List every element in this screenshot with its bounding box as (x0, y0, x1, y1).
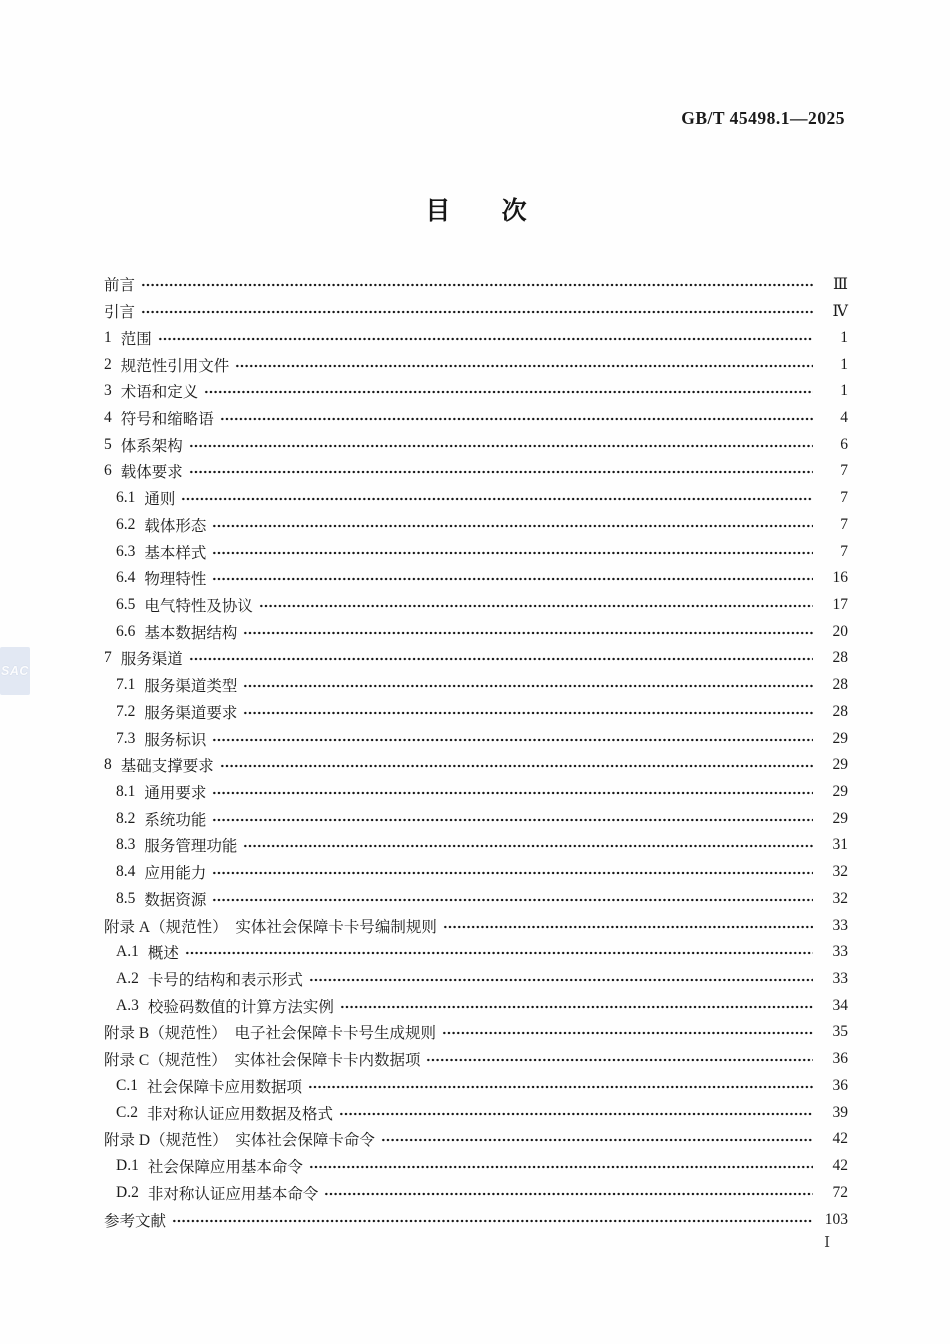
toc-row (104, 1206, 848, 1233)
toc-entry-label: 社会保障卡应用数据项 (146, 1078, 302, 1096)
toc-entry-page: 1 (840, 382, 848, 400)
toc-entry-label: 通用要求 (144, 785, 207, 803)
toc-row (104, 645, 848, 672)
toc-entry-label: 基本样式 (144, 544, 207, 562)
toc-entry-number: 7.3 (116, 729, 136, 747)
toc-row (104, 1019, 848, 1046)
toc-entry-label: 服务管理功能 (144, 838, 238, 856)
toc-entry-label: 通则 (144, 491, 176, 509)
toc-row (104, 966, 848, 993)
dot-leader (158, 336, 813, 342)
folio-page-number: Ⅰ (824, 1233, 830, 1251)
toc-entry-page: 31 (832, 836, 848, 854)
dot-leader (212, 790, 813, 796)
toc-entry-number: 8.5 (116, 889, 136, 907)
toc-entry-label: 校验码数值的计算方法实例 (147, 998, 334, 1016)
toc-entry-label: 社会保障应用基本命令 (147, 1159, 303, 1177)
toc-entry-label: 服务渠道类型 (144, 678, 238, 696)
toc-row (104, 699, 848, 726)
dot-leader (259, 603, 813, 609)
dot-leader (141, 309, 813, 315)
toc-entry-label: 系统功能 (144, 811, 207, 829)
toc-entry-page: 6 (840, 435, 848, 453)
toc-entry-label: 物理特性 (144, 571, 207, 589)
toc-row (104, 298, 848, 325)
toc-entry-number: 8.3 (116, 836, 136, 854)
toc-row (104, 672, 848, 699)
toc-entry-label: 服务渠道 (120, 651, 183, 669)
dot-leader (181, 496, 813, 502)
toc-entry-page: 33 (832, 943, 848, 961)
dot-leader (204, 389, 813, 395)
dot-leader (141, 282, 813, 288)
toc-entry-page: 36 (832, 1076, 848, 1094)
dot-leader (212, 737, 813, 743)
toc-entry-page: Ⅳ (832, 302, 848, 320)
toc-entry-label: 附录 D（规范性） 实体社会保障卡命令 (104, 1132, 375, 1150)
toc-entry-number: A.2 (116, 970, 139, 988)
toc-entry-number: 7.1 (116, 676, 136, 694)
toc-entry-label: 术语和定义 (120, 384, 199, 402)
toc-row (104, 886, 848, 913)
toc-entry-page: 29 (832, 729, 848, 747)
dot-leader (339, 1111, 813, 1117)
toc-entry-page: 16 (832, 569, 848, 587)
toc-entry-page: 17 (832, 595, 848, 613)
toc-row (104, 405, 848, 432)
toc-entry-label: 附录 C（规范性） 实体社会保障卡卡内数据项 (104, 1052, 421, 1070)
toc-entry-label: 规范性引用文件 (120, 357, 230, 375)
toc-entry-page: 72 (832, 1183, 848, 1201)
standard-number: GB/T 45498.1—2025 (681, 108, 845, 128)
dot-leader (309, 1164, 813, 1170)
toc-entry-number: 7 (104, 649, 112, 667)
toc-entry-label: 前言 (104, 277, 136, 295)
toc-entry-number: 3 (104, 382, 112, 400)
toc-entry-number: D.1 (116, 1157, 139, 1175)
toc-entry-label: 参考文献 (104, 1212, 167, 1230)
toc-row (104, 324, 848, 351)
toc-entry-page: 34 (832, 996, 848, 1014)
toc-entry-number: 5 (104, 435, 112, 453)
toc-entry-number: 8.4 (116, 863, 136, 881)
toc-row (104, 779, 848, 806)
toc-entry-label: 附录 B（规范性） 电子社会保障卡卡号生成规则 (104, 1025, 436, 1043)
dot-leader (324, 1191, 813, 1197)
dot-leader (381, 1137, 813, 1143)
dot-leader (220, 763, 813, 769)
toc-row (104, 1153, 848, 1180)
toc-entry-page: 28 (832, 676, 848, 694)
toc-entry-label: 卡号的结构和表示形式 (147, 972, 303, 990)
toc-entry-page: 42 (832, 1130, 848, 1148)
toc-entry-page: 28 (832, 649, 848, 667)
toc-list (104, 271, 848, 1233)
toc-entry-number: 2 (104, 355, 112, 373)
toc-row (104, 752, 848, 779)
dot-leader (235, 363, 813, 369)
toc-entry-page: 103 (824, 1210, 848, 1228)
toc-entry-number: 6.5 (116, 595, 136, 613)
toc-entry-label: 引言 (104, 304, 136, 322)
dot-leader (442, 1030, 813, 1036)
toc-entry-number: A.1 (116, 943, 139, 961)
toc-entry-page: 32 (832, 889, 848, 907)
toc-entry-page: 33 (832, 970, 848, 988)
sac-watermark (0, 647, 30, 695)
toc-entry-number: 6.3 (116, 542, 136, 560)
toc-entry-page: 28 (832, 702, 848, 720)
toc-row (104, 271, 848, 298)
dot-leader (308, 1084, 813, 1090)
toc-row (104, 725, 848, 752)
page-title: 目 次 (425, 198, 527, 225)
toc-entry-page: 42 (832, 1157, 848, 1175)
toc-entry-page: 4 (840, 408, 848, 426)
toc-entry-label: 服务渠道要求 (144, 704, 238, 722)
toc-entry-page: 1 (840, 355, 848, 373)
toc-entry-label: 非对称认证应用基本命令 (147, 1185, 319, 1203)
toc-entry-label: 载体要求 (120, 464, 183, 482)
toc-row (104, 618, 848, 645)
toc-entry-label: 电气特性及协议 (144, 597, 253, 615)
toc-entry-number: A.3 (116, 996, 139, 1014)
toc-entry-number: 6.2 (116, 515, 136, 533)
toc-entry-page: 35 (832, 1023, 848, 1041)
toc-row (104, 565, 848, 592)
toc-entry-label: 概述 (147, 945, 179, 963)
toc-entry-number: 8 (104, 756, 112, 774)
toc-entry-number: 6.1 (116, 489, 136, 507)
toc-row (104, 859, 848, 886)
toc-entry-page: 20 (832, 622, 848, 640)
toc-row (104, 805, 848, 832)
dot-leader (212, 870, 813, 876)
toc-entry-number: D.2 (116, 1183, 139, 1201)
toc-entry-page: 29 (832, 756, 848, 774)
toc-row (104, 431, 848, 458)
toc-entry-label: 非对称认证应用数据及格式 (146, 1105, 333, 1123)
toc-entry-page: 7 (840, 542, 848, 560)
toc-entry-number: 6 (104, 462, 112, 480)
dot-leader (189, 443, 813, 449)
toc-row (104, 992, 848, 1019)
toc-row (104, 485, 848, 512)
toc-entry-label: 应用能力 (144, 865, 207, 883)
toc-entry-page: 29 (832, 783, 848, 801)
dot-leader (212, 523, 813, 529)
dot-leader (243, 683, 813, 689)
toc-row (104, 1046, 848, 1073)
toc-entry-number: 8.1 (116, 783, 136, 801)
toc-row (104, 939, 848, 966)
toc-entry-label: 数据资源 (144, 891, 207, 909)
toc-entry-page: 29 (832, 809, 848, 827)
toc-entry-page: 1 (840, 328, 848, 346)
toc-entry-label: 基本数据结构 (144, 624, 238, 642)
dot-leader (189, 469, 813, 475)
dot-leader (212, 576, 813, 582)
toc-entry-number: 1 (104, 328, 112, 346)
toc-entry-number: 7.2 (116, 702, 136, 720)
sac-logo-text: SAC (1, 664, 29, 678)
toc-entry-page: 36 (832, 1050, 848, 1068)
dot-leader (185, 950, 813, 956)
toc-row (104, 1179, 848, 1206)
toc-row (104, 912, 848, 939)
toc-entry-label: 服务标识 (144, 731, 207, 749)
toc-entry-label: 载体形态 (144, 517, 207, 535)
dot-leader (172, 1218, 813, 1224)
toc-entry-number: 6.6 (116, 622, 136, 640)
toc-entry-number: C.2 (116, 1103, 138, 1121)
toc-entry-label: 附录 A（规范性） 实体社会保障卡卡号编制规则 (104, 918, 437, 936)
toc-row (104, 1073, 848, 1100)
dot-leader (243, 843, 813, 849)
toc-entry-page: Ⅲ (833, 275, 848, 293)
toc-entry-page: 7 (840, 462, 848, 480)
toc-row (104, 1126, 848, 1153)
dot-leader (189, 656, 813, 662)
dot-leader (426, 1057, 813, 1063)
toc-entry-page: 39 (832, 1103, 848, 1121)
toc-entry-page: 7 (840, 515, 848, 533)
toc-row (104, 592, 848, 619)
dot-leader (220, 416, 813, 422)
dot-leader (443, 924, 813, 930)
toc-row (104, 351, 848, 378)
toc-row (104, 378, 848, 405)
toc-entry-page: 7 (840, 489, 848, 507)
toc-entry-label: 基础支撑要求 (120, 758, 214, 776)
dot-leader (243, 710, 813, 716)
toc-entry-label: 符号和缩略语 (120, 410, 214, 428)
dot-leader (243, 630, 813, 636)
toc-entry-page: 32 (832, 863, 848, 881)
dot-leader (309, 977, 813, 983)
toc-row (104, 511, 848, 538)
dot-leader (212, 897, 813, 903)
toc-entry-number: C.1 (116, 1076, 138, 1094)
toc-entry-number: 8.2 (116, 809, 136, 827)
toc-row (104, 832, 848, 859)
toc-row (104, 1099, 848, 1126)
dot-leader (340, 1004, 813, 1010)
toc-row (104, 458, 848, 485)
toc-entry-number: 6.4 (116, 569, 136, 587)
toc-entry-number: 4 (104, 408, 112, 426)
toc-entry-page: 33 (832, 916, 848, 934)
toc-entry-label: 体系架构 (120, 437, 183, 455)
dot-leader (212, 817, 813, 823)
toc-row (104, 538, 848, 565)
toc-entry-label: 范围 (120, 330, 152, 348)
dot-leader (212, 550, 813, 556)
